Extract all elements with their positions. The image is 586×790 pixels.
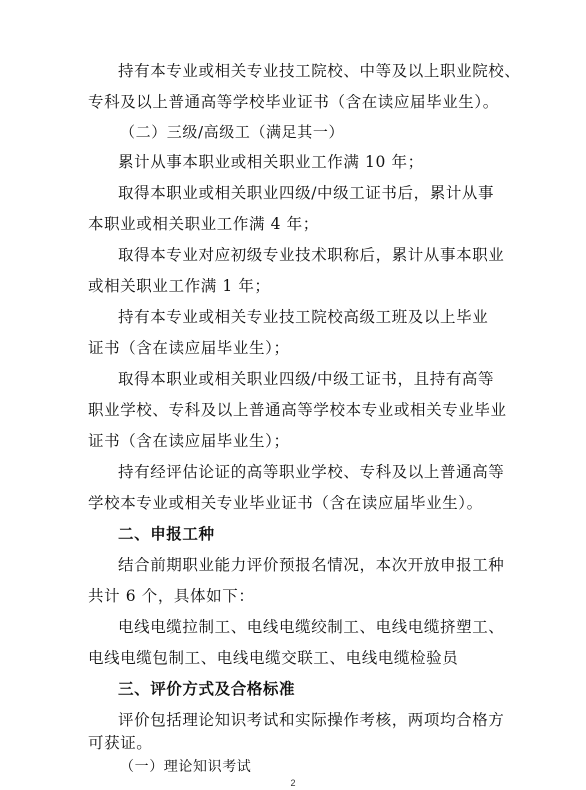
paragraph-line: 电线电缆拉制工、电线电缆绞制工、电线电缆挤塑工、 [118,618,505,636]
paragraph-line: 持有经评估论证的高等职业学校、专科及以上普通高等 [118,463,505,481]
paragraph-line: 共计 6 个，具体如下： [88,587,255,605]
section-subheading: （二）三级/高级工（满足其一） [120,123,345,141]
paragraph-line: 电线电缆包制工、电线电缆交联工、电线电缆检验员 [88,649,459,667]
paragraph-line: 或相关职业工作满 1 年； [88,277,271,295]
paragraph-line: 持有本专业或相关专业技工院校、中等及以上职业院校、 [118,62,521,80]
paragraph-line: 评价包括理论知识考试和实际操作考核，两项均合格方 [118,711,505,729]
section-heading: 三、评价方式及合格标准 [118,680,296,698]
paragraph-line: 取得本职业或相关职业四级/中级工证书，且持有高等 [118,370,495,388]
paragraph-line: 可获证。 [88,734,153,752]
paragraph-line: 学校本专业或相关专业毕业证书（含在读应届毕业生）。 [88,494,483,512]
section-subheading: （一）理论知识考试 [120,759,252,775]
paragraph-line: 职业学校、专科及以上普通高等学校本专业或相关专业毕业 [88,401,507,419]
paragraph-line: 持有本专业或相关专业技工院校高级工班及以上毕业 [118,308,489,326]
page-number: 2 [290,778,296,788]
paragraph-line: 证书（含在读应届毕业生）； [88,432,290,450]
paragraph-line: 取得本职业或相关职业四级/中级工证书后，累计从事 [118,184,495,202]
paragraph-line: 本职业或相关职业工作满 4 年； [88,215,319,233]
paragraph-line: 取得本专业对应初级专业技术职称后，累计从事本职业 [118,246,505,264]
paragraph-line: 结合前期职业能力评价预报名情况，本次开放申报工种 [118,556,505,574]
section-heading: 二、申报工种 [118,525,215,543]
paragraph-line: 专科及以上普通高等学校毕业证书（含在读应届毕业生）。 [88,93,499,111]
paragraph-line: 累计从事本职业或相关职业工作满 10 年； [118,153,424,171]
paragraph-line: 证书（含在读应届毕业生）； [88,339,290,357]
